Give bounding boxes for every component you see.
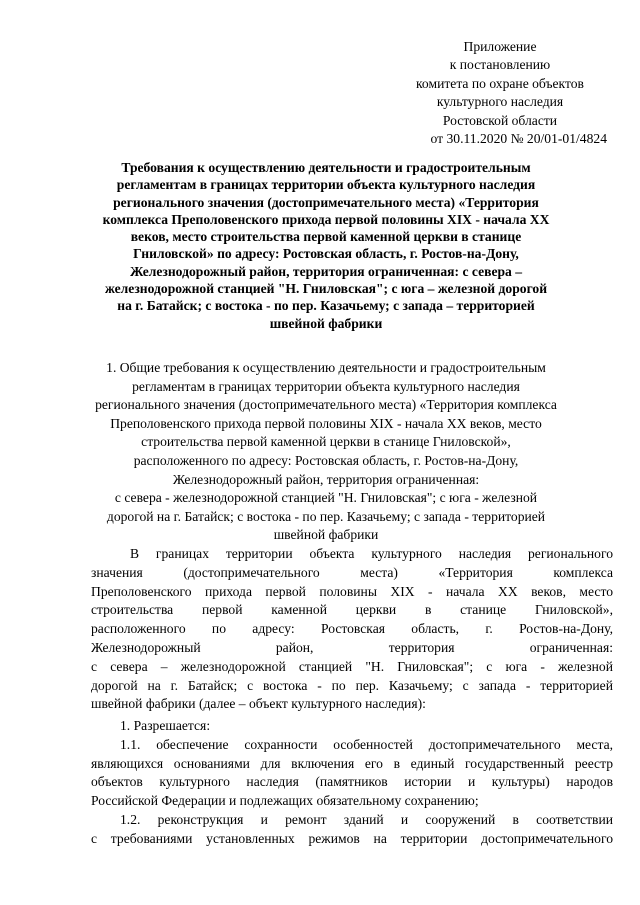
list-item-1-2-line: с требованиями установленных режимов на территории достопримечательного [91,830,613,846]
section-heading-line: 1. Общие требования к осуществлению деятельности и градостроительным [106,360,546,375]
title-line: регламентам в границах территории объекта культурного наследия [116,177,536,193]
section-heading-line: расположенного по адресу: Ростовская область, г. Ростов-на-Дону, [133,452,519,468]
title-line: Гниловской» по адресу: Ростовская область, г. Ростов-на-Дону, [133,246,519,262]
title-line: веков, место строительства первой каменной церкви в станице [130,229,522,245]
paragraph-line: В границах территории объекта культурного наследия регионального [130,546,613,561]
appendix-line: культурного наследия [436,94,564,110]
intro-paragraph [91,545,613,714]
appendix-line: к постановлению [449,57,551,73]
paragraph-line: значения (достопримечательного места) «Территория комплекса [91,564,613,580]
document-title [86,159,566,332]
paragraph-line: Железнодорожный район, территория ограниченная: [91,639,613,655]
permissions-list [91,717,613,849]
section-heading-line: швейной фабрики [273,527,379,543]
title-line: железнодорожной станцией "Н. Гниловская"; с юга – железной дорогой [104,281,548,297]
appendix-line: Приложение [463,39,537,54]
list-item-1-1-line: Российской Федерации и подлежащих обязательному сохранению; [91,793,479,809]
paragraph-line: дорогой на г. Батайск; с востока - по пер. Казачьему; с запада - территорией [91,677,613,693]
section-heading-line: Железнодорожный район, территория ограниченная: [172,471,480,487]
appendix-date-number: от 30.11.2020 № 20/01-01/4824 [430,131,607,147]
appendix-line: комитета по охране объектов [416,75,584,91]
appendix-note [390,38,610,148]
title-line: регионального значения (достопримечательного места) «Территория [113,194,539,210]
title-line: Железнодорожный район, территория ограниченная: с севера – [129,263,523,279]
section-heading-line: строительства первой каменной церкви в станице Гниловской», [141,434,511,450]
list-heading: 1. Разрешается: [120,718,211,733]
section-heading-line: регионального значения (достопримечательного места) «Территория комплекса [95,397,557,413]
section-heading-line: Преполовенского прихода первой половины XIX - начала XX веков, место [110,415,542,431]
paragraph-line: с севера – железнодорожной станцией "Н. Гниловская"; с юга - железной [91,658,613,674]
list-item-1-1-line: объектов культурного наследия (памятников истории и культуры) народов [91,774,613,790]
paragraph-line: расположенного по адресу: Ростовская область, г. Ростов-на-Дону, [91,621,613,637]
appendix-line: Ростовской области [442,112,558,128]
title-line: комплекса Преполовенского прихода первой половины XIX - начала XX [102,211,550,227]
paragraph-line: швейной фабрики (далее – объект культурного наследия): [91,696,426,712]
section-heading [92,359,560,545]
title-line: Требования к осуществлению деятельности и градостроительным [121,160,531,175]
list-item-1-2-line: 1.2. реконструкция и ремонт зданий и сооружений в соответствии [120,811,613,827]
list-item-1-1-line: 1.1. обеспечение сохранности особенностей достопримечательного места, [120,736,613,752]
section-heading-line: регламентам в границах территории объекта культурного наследия [132,378,520,394]
list-item-1-1-line: являющихся основаниями для включения его в единый государственный реестр [91,755,613,771]
section-heading-line: дорогой на г. Батайск; с востока - по пер. Казачьему; с запада - территорией [106,508,546,524]
paragraph-line: Преполовенского прихода первой половины XIX - начала XX веков, место [91,583,613,599]
section-heading-line: с севера - железнодорожной станцией "Н. Гниловская"; с юга - железной [114,490,538,506]
title-line: на г. Батайск; с востока - по пер. Казачьему; с запада – территорией [117,298,535,314]
paragraph-line: строительства первой каменной церкви в станице Гниловской», [91,602,613,618]
title-line: швейной фабрики [269,315,383,331]
